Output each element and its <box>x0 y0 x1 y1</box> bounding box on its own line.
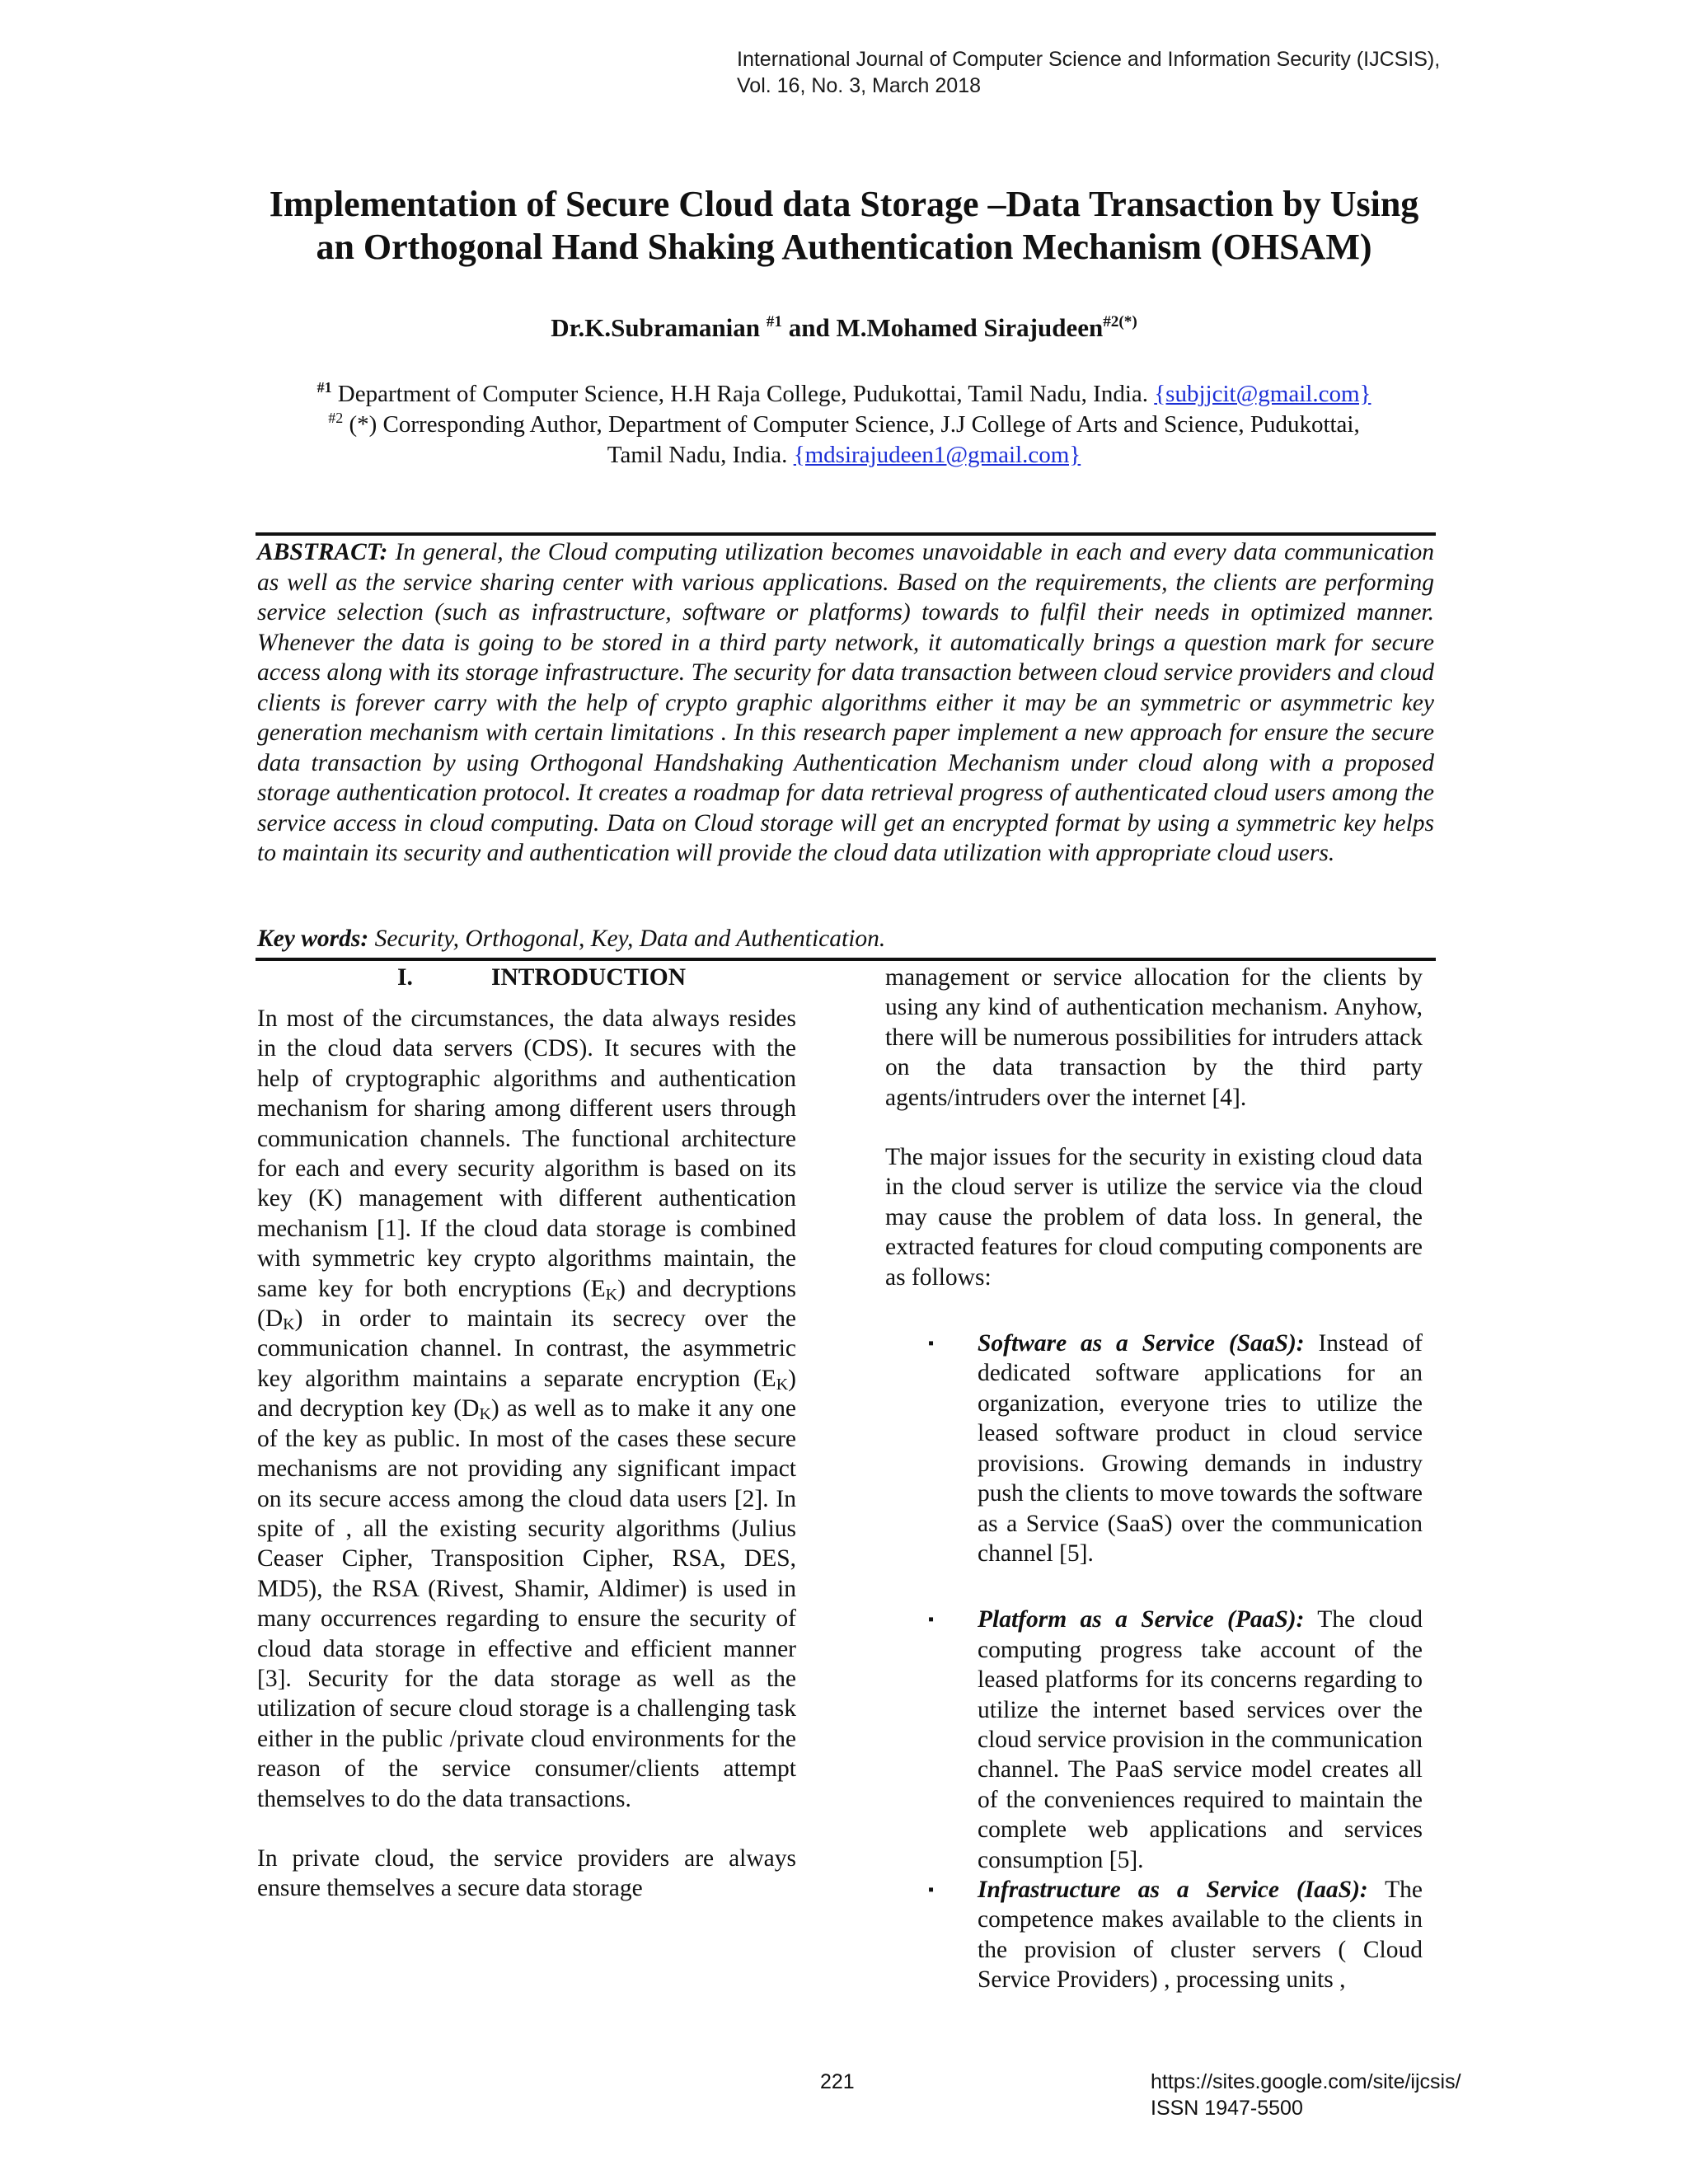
keywords-text: Security, Orthogonal, Key, Data and Authentication. <box>374 926 886 952</box>
page-number: 221 <box>820 2070 855 2093</box>
affiliation-2-marker: #2 <box>328 409 344 426</box>
paper-title <box>206 183 1482 269</box>
footer-info <box>1151 2069 1461 2121</box>
list-item-label: Platform as a Service (PaaS): <box>978 1606 1305 1633</box>
affiliation-2-email-link[interactable]: {mdsirajudeen1@gmail.com} <box>793 442 1081 468</box>
list-item-saas <box>885 1329 1423 1568</box>
affiliations <box>206 379 1482 471</box>
abstract-label: ABSTRACT: <box>257 539 388 565</box>
journal-volume: Vol. 16, No. 3, March 2018 <box>737 74 982 97</box>
intro-paragraph-1 <box>257 1004 796 1814</box>
author-2-marker: #2(*) <box>1103 313 1137 331</box>
footer-issn: ISSN 1947-5500 <box>1151 2097 1303 2120</box>
keywords <box>257 924 1434 954</box>
text-run: ) and decryptions (D <box>257 1275 796 1333</box>
list-item-text: Instead of dedicated software applications for an organization, everyone tries to utilize the leased software product in cloud service provisions. Growing demands in industry push the clients to move towards the software as a Service (SaaS) over the communication channel [5]. <box>978 1330 1423 1567</box>
list-item-label: Infrastructure as a Service (IaaS): <box>978 1876 1368 1903</box>
intro-paragraph-2: In private cloud, the service providers are always ensure themselves a secure data storage <box>257 1844 796 1902</box>
section-number: I. <box>397 964 413 991</box>
affiliation-2-location: Tamil Nadu, India. <box>607 442 788 468</box>
bullet-square-icon: ▪ <box>928 1610 935 1629</box>
abstract <box>257 537 1434 869</box>
affiliation-1-email-link[interactable]: {subjjcit@gmail.com} <box>1154 381 1372 407</box>
list-item-iaas <box>885 1875 1423 1995</box>
subscript-k: K <box>283 1315 295 1334</box>
keywords-bottom-rule <box>256 958 1436 961</box>
journal-header <box>737 46 1440 99</box>
affiliation-1-text: Department of Computer Science, H.H Raja College, Pudukottai, Tamil Nadu, India. <box>337 381 1149 407</box>
author-1: Dr.K.Subramanian <box>551 313 760 342</box>
abstract-text: In general, the Cloud computing utilization becomes unavoidable in each and every data communication as well as the service sharing center with various applications. Based on the requirements, the clients are performing service selection (such as infrastructure, software or platforms) towards to fulfil their needs in optimized manner. Whenever the data is going to be stored in a third party network, it automatically brings a question mark for secure access along with its storage infrastructure. The security for data transaction between cloud service providers and cloud clients is forever carry with the help of crypto graphic algorithms either it may be an symmetric or asymmetric key generation mechanism with certain limitations . In this research paper implement a new approach for ensure the secure data transaction by using Orthogonal Handshaking Authentication Mechanism under cloud along with a proposed storage authentication protocol. It creates a roadmap for data retrieval progress of authenticated cloud users among the service access in cloud computing. Data on Cloud storage will get an encrypted format by using a symmetric key helps to maintain its security and authentication will provide the cloud data utilization with appropriate cloud users. <box>257 539 1434 866</box>
text-run: In most of the circumstances, the data always resides in the cloud data servers (CDS). It secures with the help of cryptographic algorithms and authentication mechanism for sharing among different users through communication channels. The functional architecture for each and every security algorithm is based on its key (K) management with different authentication mechanism [1]. If the cloud data storage is combined with symmetric key crypto algorithms maintain, the same key for both encryptions (E <box>257 1005 796 1302</box>
list-item-text: The cloud computing progress take account of the leased platforms for its concerns regarding to utilize the internet based services over the cloud service provision in the communication channel. The PaaS service model creates all of the conveniences required to maintain the complete web applications and services consumption [5]. <box>978 1606 1423 1873</box>
right-column <box>885 963 1423 1995</box>
affiliation-1-marker: #1 <box>316 378 332 396</box>
list-item-paas <box>885 1605 1423 1875</box>
abstract-top-rule <box>256 532 1436 536</box>
affiliation-1 <box>206 379 1482 410</box>
author-line <box>206 312 1482 344</box>
right-paragraph-1: management or service allocation for the clients by using any kind of authentication mechanism. Anyhow, there will be numerous possibilities for intruders attack on the data transaction by the third party agents/intruders over the internet [4]. <box>885 964 1423 1111</box>
footer-url-link[interactable]: https://sites.google.com/site/ijcsis/ <box>1151 2070 1461 2093</box>
keywords-label: Key words: <box>257 926 369 952</box>
text-run: ) in order to maintain its secrecy over the communication channel. In contrast, the asymmetric key algorithm maintains a separate encryption (E <box>257 1305 796 1392</box>
author-2: M.Mohamed Sirajudeen <box>836 313 1104 342</box>
list-item-label: Software as a Service (SaaS): <box>978 1330 1305 1357</box>
paper-title-line-2: an Orthogonal Hand Shaking Authentication Mechanism (OHSAM) <box>316 227 1372 267</box>
subscript-k: K <box>776 1375 789 1394</box>
text-run: ) as well as to make it any one of the key as public. In most of the cases these secure mechanisms are not providing any significant impact on its secure access among the cloud data users [2]. In spite of , all the existing security algorithms (Julius Ceaser Cipher, Transposition Cipher, RSA, DES, MD5), the RSA (Rivest, Shamir, Aldimer) is used in many occurrences regarding to ensure the security of cloud data storage in effective and efficient manner [3]. Security for the data storage as well as the utilization of secure cloud storage is a challenging task either in the public /private cloud environments for the reason of the service consumer/clients attempt themselves to do the data transactions. <box>257 1395 796 1812</box>
affiliation-2-text: (*) Corresponding Author, Department of Computer Science, J.J College of Arts and Science, Pudukottai, <box>349 411 1360 438</box>
bullet-square-icon: ▪ <box>928 1880 935 1899</box>
author-1-marker: #1 <box>766 313 782 331</box>
section-title: INTRODUCTION <box>491 964 687 991</box>
affiliation-2 <box>206 410 1482 440</box>
left-column <box>257 963 796 1904</box>
journal-name: International Journal of Computer Science and Information Security (IJCSIS), <box>737 48 1441 71</box>
affiliation-2-continued <box>206 440 1482 471</box>
paper-title-line-1: Implementation of Secure Cloud data Storage –Data Transaction by Using <box>269 184 1419 224</box>
author-conjunction: and <box>788 313 830 342</box>
subscript-k: K <box>479 1405 491 1424</box>
bullet-square-icon: ▪ <box>928 1334 935 1353</box>
section-heading-introduction <box>257 963 796 992</box>
subscript-k: K <box>605 1285 618 1304</box>
text-run: ) and decryption key (D <box>257 1365 796 1422</box>
right-paragraph-2: The major issues for the security in existing cloud data in the cloud server is utilize the service via the cloud may cause the problem of data loss. In general, the extracted features for cloud computing components are as follows: <box>885 1144 1423 1291</box>
list-item-text: The competence makes available to the clients in the provision of cluster servers ( Cloud Service Providers) , processing units , <box>978 1876 1423 1994</box>
